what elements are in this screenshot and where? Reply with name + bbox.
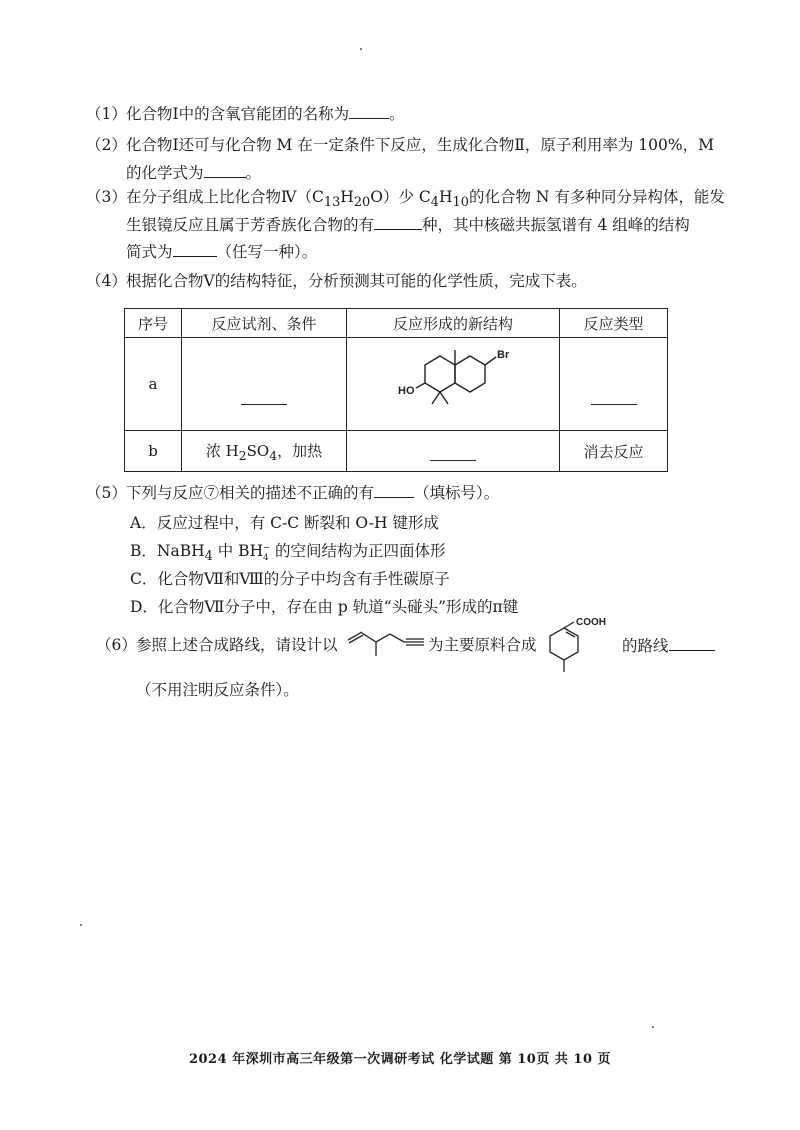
structure-cell — [347, 338, 560, 431]
q3-line3: 简式为 （任写一种）。 — [126, 240, 317, 263]
reagent-cell: 浓 $H_2SO_4$，加热 — [182, 431, 347, 472]
q1-line: （1）化合物Ⅰ中的含氧官能团的名称为 。 — [86, 102, 405, 125]
table-row — [125, 431, 668, 472]
reaction-type-cell: 消去反应 — [560, 431, 668, 472]
q2-line2: 的化学式为 。 — [126, 161, 261, 184]
q6-line2: （不用注明反应条件）。 — [136, 681, 299, 699]
q6-line1c: 的路线 — [622, 634, 715, 657]
q6-line1: （6）参照上述合成路线，请设计以 — [96, 636, 338, 654]
q1-text: 化合物Ⅰ中的含氧官能团的名称为 — [126, 105, 350, 123]
table-header: 反应形成的新结构 — [347, 309, 560, 338]
table-header: 反应试剂、条件 — [182, 309, 347, 338]
q6-line1b: 为主要原料合成 — [428, 636, 537, 654]
hydroxyl-label: HO — [398, 385, 415, 397]
table-header: 序号 — [125, 309, 182, 338]
page-footer: 2024 年深圳市高三年级第一次调研考试 化学试题 第 10页 共 10 页 — [188, 1052, 612, 1067]
target-product-diagram — [538, 616, 620, 676]
q1-answer-blank[interactable] — [349, 102, 389, 119]
q5-answer-blank[interactable] — [374, 481, 414, 498]
starting-material-diagram — [346, 626, 428, 662]
scan-speck — [652, 1026, 654, 1028]
q3-line2: 生银镜反应且属于芳香族化合物的有 种，其中核磁共振氢谱有 4 组峰的结构 — [126, 213, 690, 236]
q4-number: （4） — [86, 272, 127, 290]
q3-number: （3） — [86, 188, 127, 206]
q5-option-b: B．NaBH$_4$ 中 BH − 4 的空间结构为正四面体形 — [130, 542, 446, 565]
q6-number: （6） — [96, 636, 137, 654]
reagent-cell[interactable] — [182, 338, 347, 431]
table-row — [125, 338, 668, 431]
q2-text: 化合物Ⅰ还可与化合物 M 在一定条件下反应，生成化合物Ⅱ，原子利用率为 100%，M — [126, 136, 714, 154]
scan-speck — [80, 924, 82, 926]
q2-number: （2） — [86, 136, 127, 154]
q3-structure-blank[interactable] — [173, 240, 217, 257]
q5-number: （5） — [86, 484, 127, 502]
reaction-table — [124, 308, 668, 472]
bromine-label: Br — [497, 349, 510, 361]
scan-speck — [360, 48, 362, 50]
q3-line1: （3）在分子组成上比化合物$Ⅳ(C_{13}H_{20}O)$少 $C_4H_{10}$的化合物 N 有多种同分异构体，能发 — [86, 188, 725, 211]
row-id: a — [125, 338, 182, 431]
q5-option-d: D．化合物Ⅶ分子中，存在由 p 轨道“头碰头”形成的π键 — [130, 598, 519, 616]
reaction-type-blank[interactable] — [591, 404, 637, 405]
q4-line: （4）根据化合物Ⅴ的结构特征，分析预测其可能的化学性质，完成下表。 — [86, 272, 587, 290]
decalin-structure-diagram — [378, 340, 528, 424]
q2-line1 — [86, 134, 714, 156]
row-id: b — [125, 431, 182, 472]
reagent-blank[interactable] — [241, 404, 287, 405]
table-header: 反应类型 — [560, 309, 668, 338]
carboxyl-label: COOH — [576, 617, 606, 628]
q6-route-blank[interactable] — [669, 634, 715, 651]
q5-option-a: A．反应过程中，有 C-C 断裂和 O-H 键形成 — [130, 514, 439, 532]
structure-blank[interactable] — [430, 460, 476, 461]
reaction-type-cell[interactable] — [560, 338, 668, 431]
structure-cell[interactable] — [347, 431, 560, 472]
q1-number: （1） — [86, 105, 127, 123]
q5-option-c: C．化合物Ⅶ和Ⅷ的分子中均含有手性碳原子 — [130, 570, 450, 588]
q3-count-blank[interactable] — [374, 213, 422, 230]
q5-line: （5）下列与反应⑦相关的描述不正确的有 （填标号）。 — [86, 481, 499, 504]
q2-answer-blank[interactable] — [204, 161, 246, 178]
